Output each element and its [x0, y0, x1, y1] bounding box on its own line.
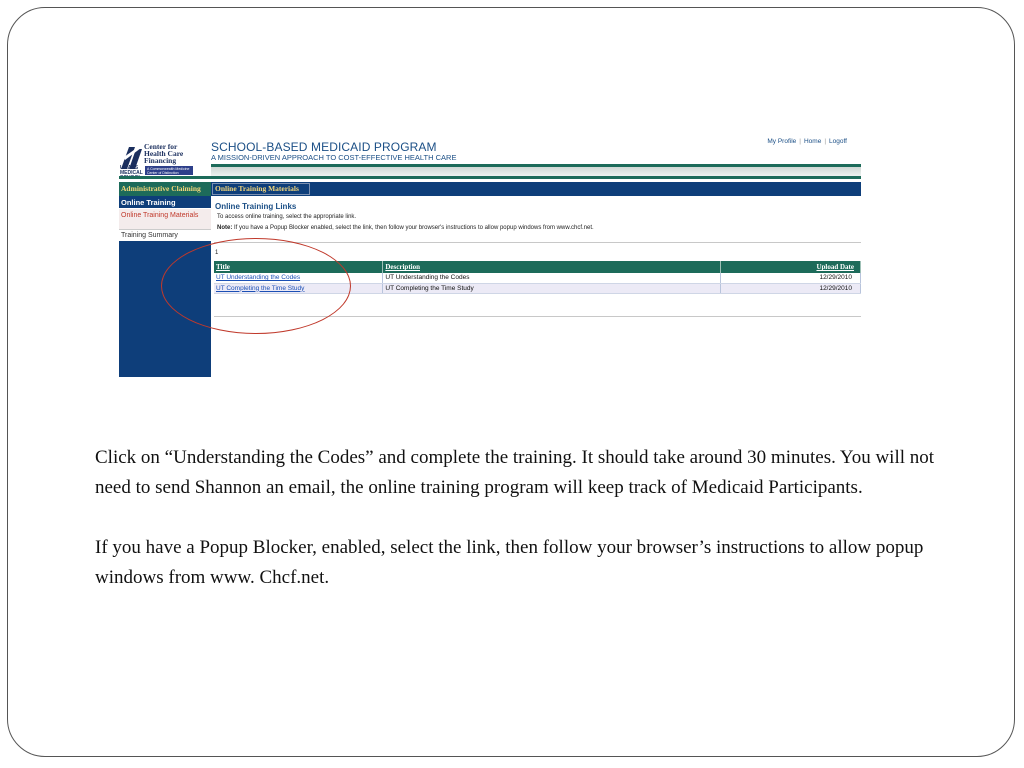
- training-link[interactable]: UT Completing the Time Study: [214, 283, 383, 293]
- page-title: Online Training Links: [215, 202, 297, 211]
- logo-banner: A Commonwealth Medicine Center of Distinction: [145, 166, 193, 175]
- tab-online-training-materials[interactable]: Online Training Materials: [212, 183, 310, 195]
- sidebar: [119, 196, 211, 377]
- note-body: If you have a Popup Blocker enabled, select the link, then follow your browser's instructions to allow popup windows from www.chcf.net.: [232, 225, 594, 231]
- column-header-title[interactable]: Title: [214, 261, 383, 273]
- program-subtitle: A MISSION-DRIVEN APPROACH TO COST-EFFECTIVE HEALTH CARE: [211, 153, 457, 162]
- note-label: Note:: [217, 225, 233, 231]
- table-cell-description: UT Completing the Time Study: [383, 283, 721, 293]
- note-text: [217, 225, 594, 231]
- main-content: [214, 196, 861, 377]
- table-row: [214, 283, 861, 293]
- logoff-link[interactable]: Logoff: [829, 138, 847, 145]
- sidebar-item-online-training-materials[interactable]: Online Training Materials: [119, 209, 211, 229]
- home-link[interactable]: Home: [803, 138, 822, 145]
- table-cell-description: UT Understanding the Codes: [383, 273, 721, 283]
- utility-links: [767, 138, 847, 145]
- training-links-table: [214, 261, 861, 294]
- program-title: SCHOOL-BASED MEDICAID PROGRAM: [211, 140, 437, 154]
- table-cell-date: 12/29/2010: [721, 273, 861, 283]
- instructions-text: To access online training, select the appropriate link.: [217, 214, 357, 220]
- top-nav: [119, 182, 861, 196]
- divider: [214, 242, 861, 243]
- sidebar-heading: Online Training: [119, 196, 211, 209]
- sidebar-item-training-summary[interactable]: Training Summary: [119, 229, 211, 241]
- my-profile-link[interactable]: My Profile: [767, 138, 797, 145]
- divider: [214, 316, 861, 317]
- separator: |: [799, 138, 801, 145]
- table-row: [214, 273, 861, 283]
- page-number[interactable]: 1: [215, 250, 219, 256]
- column-header-upload-date[interactable]: Upload Date: [721, 261, 861, 273]
- tab-administrative-claiming[interactable]: Administrative Claiming: [119, 182, 211, 196]
- header-stripe-light: [211, 167, 861, 176]
- training-link[interactable]: UT Understanding the Codes: [214, 273, 383, 283]
- column-header-description[interactable]: Description: [383, 261, 721, 273]
- slide-frame: [7, 7, 1015, 757]
- logo-text: Center for Health Care Financing: [144, 142, 184, 165]
- chcf-logo[interactable]: [119, 139, 197, 179]
- slide-body: [95, 443, 935, 623]
- logo-umass: UMASS MEDICAL: [120, 165, 143, 176]
- table-cell-date: 12/29/2010: [721, 283, 861, 293]
- embedded-screenshot: [119, 137, 861, 377]
- separator: |: [824, 138, 827, 145]
- table-header-row: [214, 261, 861, 273]
- instruction-paragraph-1: Click on “Understanding the Codes” and complete the training. It should take around 30 minutes. You will not need to send Shannon an email, the online training program will keep track of Medicaid Participants.: [95, 447, 935, 498]
- instruction-paragraph-2: If you have a Popup Blocker, enabled, select the link, then follow your browser’s instructions to allow popup windows from www. Chcf.net.: [95, 537, 924, 588]
- header-stripe-bottom: [119, 176, 861, 179]
